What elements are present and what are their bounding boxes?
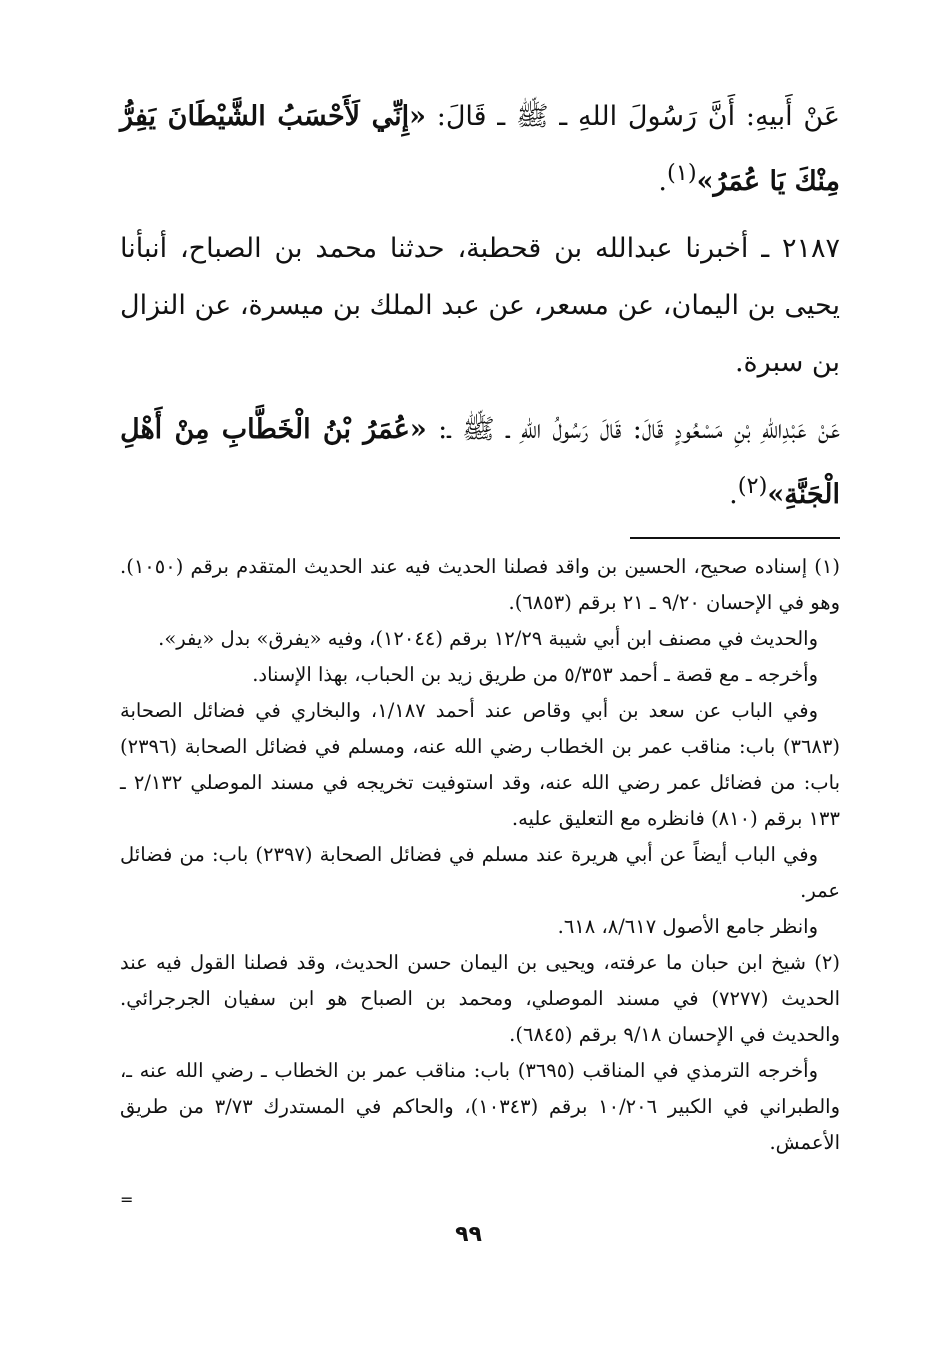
footnote-line: وفي الباب عن سعد بن أبي وقاص عند أحمد ١/١٨٧، والبخاري في فضائل الصحابة (٣٦٨٣) باب: مناقب عمر بن الخطاب رضي الله عنه، ومسلم في فضائل الصحابة (٢٣٩٦) باب: من فضائل عمر رضي الله عنه، وقد استوفيت تخريجه في مسند الموصلي ٢/١٣٢ ـ ١٣٣ برقم (٨١٠) فانظره مع التعليق عليه. — [120, 699, 840, 830]
footnote-separator — [630, 537, 840, 539]
footnote-line: والحديث في مصنف ابن أبي شيبة ١٢/٢٩ برقم (١٢٠٤٤)، وفيه «يفرق» بدل «يفر». — [158, 627, 818, 650]
footnotes — [120, 549, 840, 1161]
footnote-ref-1: (١) — [666, 160, 697, 186]
footnote-line: (١) إسناده صحيح، الحسين بن واقد فصلنا الحديث فيه عند الحديث المتقدم برقم (١٠٥٠). وهو في الإحسان ٩/٢٠ ـ ٢١ برقم (٦٨٥٣). — [120, 555, 840, 614]
page-body — [120, 88, 840, 1161]
hadith-2-matn: «عُمَرُ بْنُ الْخَطَّابِ مِنْ أَهْلِ الْجَنَّةِ» — [120, 414, 840, 510]
footnote-line: وانظر جامع الأصول ٨/٦١٧، ٦١٨. — [557, 915, 818, 938]
hadith-1-end: . — [658, 166, 667, 197]
hadith-2-end: . — [729, 479, 738, 510]
footnote-line: وأخرجه ـ مع قصة ـ أحمد ٥/٣٥٣ من طريق زيد بن الحباب، بهذا الإسناد. — [252, 663, 818, 686]
hadith-paragraph-1 — [120, 88, 840, 210]
hadith-2187-isnad: ٢١٨٧ ـ أخبرنا عبدالله بن قحطبة، حدثنا محمد بن الصباح، أنبأنا يحيى بن اليمان، عن مسعر، عن عبد الملك بن ميسرة، عن النزال بن سبرة. — [120, 233, 840, 378]
footnote-line: (٢) شيخ ابن حبان ما عرفته، ويحيى بن اليمان حسن الحديث، وقد فصلنا القول فيه عند الحديث (٧٢٧٧) في مسند الموصلي، ومحمد بن الصباح هو ابن سفيان الجرجرائي. والحديث في الإحسان ٩/١٨ برقم (٦٨٤٥). — [120, 951, 840, 1046]
hadith-2-chain: عَنْ عَبْدِاللهِ بْنِ مَسْعُودٍ قَالَ: قَالَ رَسُولُ اللهِ ـ ﷺ ـ: — [426, 414, 841, 445]
hadith-1-chain: عَنْ أَبيهِ: أَنَّ رَسُولَ اللهِ ـ ﷺ ـ قَالَ: — [425, 101, 840, 132]
page-number: ٩٩ — [455, 1222, 482, 1247]
margin-mark: = — [120, 1190, 134, 1209]
footnote-line: وفي الباب أيضاً عن أبي هريرة عند مسلم في فضائل الصحابة (٢٣٩٧) باب: من فضائل عمر. — [120, 843, 840, 902]
hadith-paragraph-2 — [120, 401, 840, 523]
footnote-line: وأخرجه الترمذي في المناقب (٣٦٩٥) باب: مناقب عمر بن الخطاب ـ رضي الله عنه ـ، والطبراني في الكبير ١٠/٢٠٦ برقم (١٠٣٤٣)، والحاكم في المستدرك ٣/٧٣ من طريق الأعمش. — [120, 1059, 841, 1154]
footnote-ref-2: (٢) — [737, 473, 768, 499]
hadith-1-matn: «إِنِّي لَأَحْسَبُ الشَّيْطَانَ يَفِرُّ مِنْكَ يَا عُمَرُ» — [120, 101, 840, 197]
main-text — [120, 88, 840, 523]
